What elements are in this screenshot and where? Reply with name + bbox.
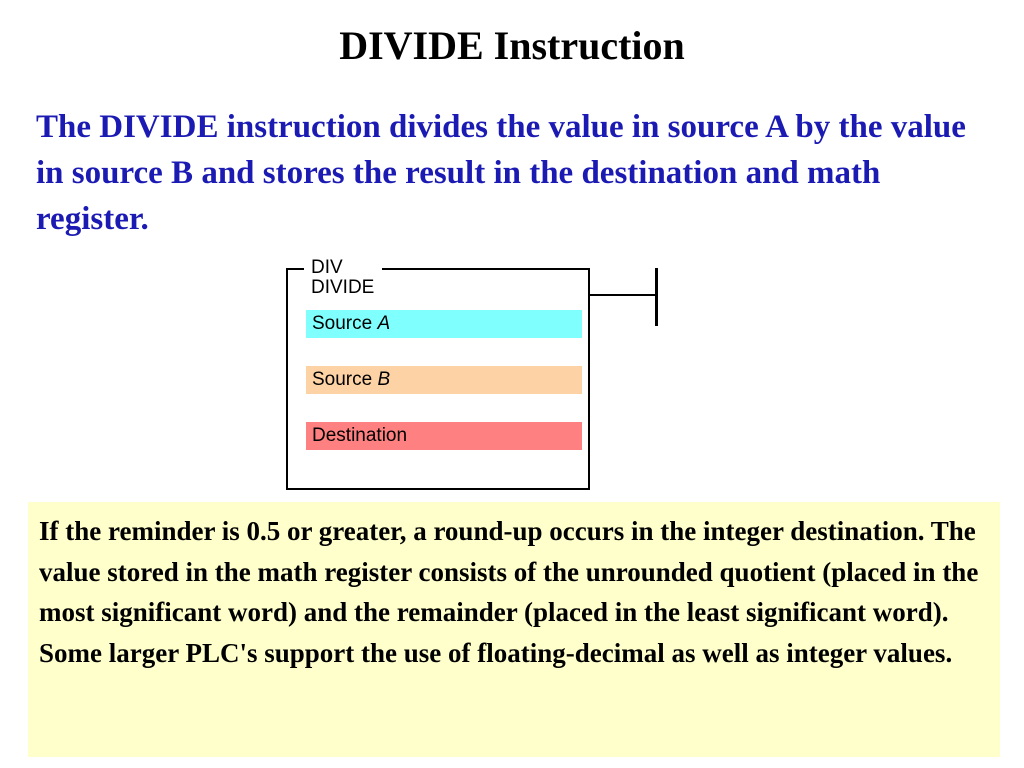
source-a-letter: A [377, 313, 391, 334]
source-a-prefix: Source [312, 313, 378, 334]
power-rail [655, 268, 658, 326]
source-b-field [306, 366, 582, 394]
intro-paragraph: The DIVIDE instruction divides the value in source A by the value in source B and stores the result in the destination and math register. [36, 109, 966, 237]
source-a-field [306, 310, 582, 338]
instruction-name: DIVIDE [311, 277, 375, 298]
source-b-prefix: Source [312, 369, 378, 390]
instruction-mnemonic: DIV [311, 257, 343, 278]
destination-field: Destination [306, 422, 582, 450]
source-b-letter: B [377, 369, 391, 390]
output-rung-wire [590, 294, 656, 296]
divide-instruction-block [284, 258, 664, 494]
note-box: If the reminder is 0.5 or greater, a round-up occurs in the integer destination. The value stored in the math register consists of the unrounded quotient (placed in the most significant word) and the remainder (placed in the least significant word). Some larger PLC's support the use of floating-decimal as well as integer values. [28, 502, 1000, 757]
slide-title: DIVIDE Instruction [339, 23, 685, 68]
